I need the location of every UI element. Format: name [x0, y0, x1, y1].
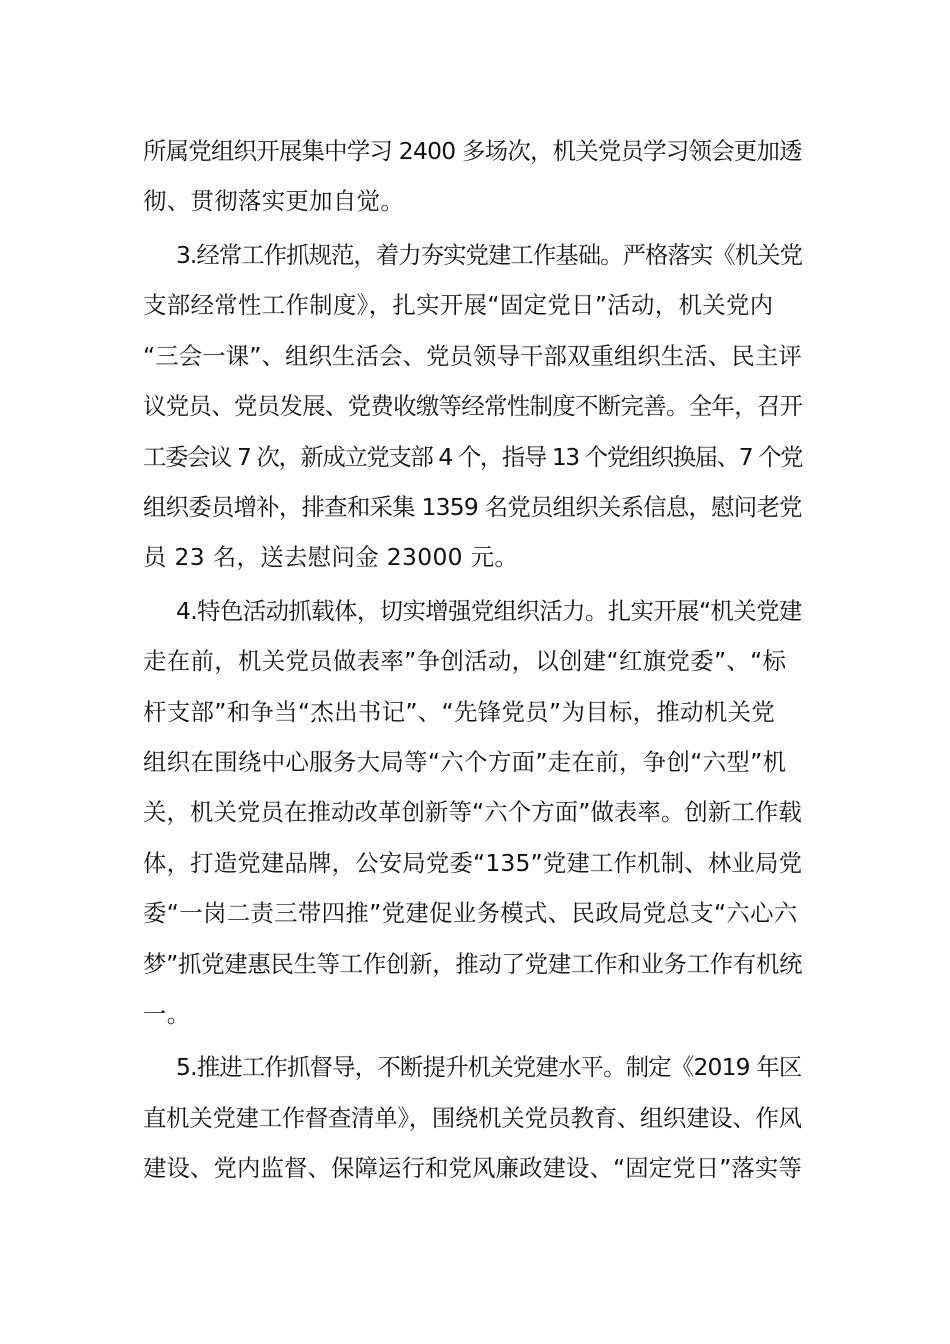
- text-line-3: 3.经常工作抓规范，着力夯实党建工作基础。严格落实《机关党: [176, 241, 803, 269]
- text-line-17: 梦”抓党建惠民生等工作创新，推动了党建工作和业务工作有机统: [143, 950, 803, 978]
- text-line-14: 关，机关党员在推动改革创新等“六个方面”做表率。创新工作载: [143, 798, 802, 826]
- text-line-10: 4.特色活动抓载体，切实增强党组织活力。扎实开展“机关党建: [176, 597, 802, 625]
- text-line-5: “三会一课”、组织生活会、党员领导干部双重组织生活、民主评: [143, 342, 802, 370]
- text-line-2: 彻、贯彻落实更加自觉。: [143, 187, 405, 215]
- text-line-20: 直机关党建工作督查清单》，围绕机关党员教育、组织建设、作风: [143, 1104, 802, 1132]
- text-line-7: 工委会议 7 次，新成立党支部 4 个，指导 13 个党组织换届、7 个党: [143, 443, 803, 471]
- text-line-9: 员 23 名，送去慰问金 23000 元。: [143, 543, 519, 571]
- text-line-11: 走在前，机关党员做表率”争创活动，以创建“红旗党委”、“标: [143, 647, 787, 675]
- text-line-13: 组织在围绕中心服务大局等“六个方面”走在前，争创“六型”机: [143, 748, 787, 776]
- text-line-1: 所属党组织开展集中学习 2400 多场次，机关党员学习领会更加透: [143, 137, 802, 165]
- text-line-18: 一。: [143, 1000, 191, 1028]
- text-line-16: 委“一岗二责三带四推”党建促业务模式、民政局党总支“六心六: [143, 899, 798, 927]
- text-line-12: 杆支部”和争当“杰出书记”、“先锋党员”为目标，推动机关党: [143, 698, 776, 726]
- text-line-21: 建设、党内监督、保障运行和党风廉政建设、“固定党日”落实等: [143, 1154, 802, 1182]
- text-line-6: 议党员、党员发展、党费收缴等经常性制度不断完善。全年，召开: [143, 392, 803, 420]
- text-line-4: 支部经常性工作制度》，扎实开展“固定党日”活动，机关党内: [143, 291, 774, 319]
- text-line-8: 组织委员增补，排查和采集 1359 名党员组织关系信息，慰问老党: [143, 493, 802, 521]
- text-line-19: 5.推进工作抓督导，不断提升机关党建水平。制定《2019 年区: [176, 1053, 802, 1081]
- text-line-15: 体，打造党建品牌，公安局党委“135”党建工作机制、林业局党: [143, 849, 803, 877]
